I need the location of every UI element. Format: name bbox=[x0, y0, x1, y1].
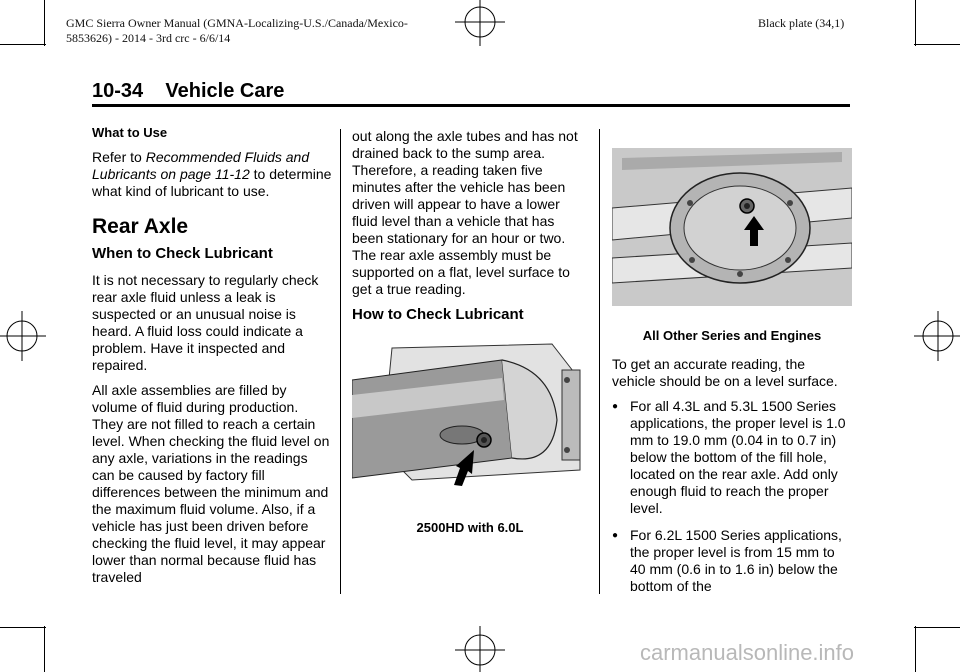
rear-axle-heading: Rear Axle bbox=[92, 215, 189, 238]
column-divider bbox=[599, 129, 600, 594]
plate-info-line2: 5853626) - 2014 - 3rd crc - 6/6/14 bbox=[66, 31, 231, 45]
crop-mark bbox=[914, 44, 960, 45]
page-number: 10-34 bbox=[92, 80, 144, 102]
axle-2500hd-illustration bbox=[352, 340, 588, 490]
column-right bbox=[612, 356, 852, 605]
crop-mark bbox=[44, 0, 45, 46]
list-item-text: For all 4.3L and 5.3L 1500 Series applications, the proper level is 1.0 mm to 19.0 mm (0.04 in to 0.7 in) below the bottom of the fill hole, located on the rear axle. Add only enough fluid to reach the proper level. bbox=[630, 398, 846, 516]
accurate-reading-paragraph: To get an accurate reading, the vehicle should be on a level surface. bbox=[612, 356, 838, 389]
what-to-use-heading: What to Use bbox=[92, 125, 168, 140]
list-item-text: For 6.2L 1500 Series applications, the proper level is from 15 mm to 40 mm (0.6 in to 1.6 in) below the bottom of the bbox=[630, 527, 842, 594]
lubricant-check-paragraph: It is not necessary to regularly check rear axle fluid unless a leak is suspected or an unusual noise is heard. A fluid loss could indicate a problem. Have it inspected and repaired. bbox=[92, 272, 319, 373]
list-item bbox=[612, 527, 852, 595]
refer-suffix: to determine what kind of lubricant to use. bbox=[92, 166, 332, 199]
section-title: Vehicle Care bbox=[165, 80, 285, 102]
black-plate-label: Black plate (34,1) bbox=[758, 16, 845, 30]
refer-prefix: Refer to bbox=[92, 149, 146, 165]
when-to-check-heading: When to Check Lubricant bbox=[92, 245, 273, 262]
axle-fill-paragraph: All axle assemblies are filled by volume of fluid during production. They are not filled to reach a certain level. When checking the fluid level on any axle, variations in the readings can be caused by factory fill differences between the minimum and the maximum fluid volume. Also, if a vehicle has just been driven before checking the fluid level, it may appear lower than normal because fluid has traveled bbox=[92, 382, 330, 585]
recommended-fluids-link[interactable]: Recommended Fluids and Lubricants on page 11-12 bbox=[92, 149, 310, 182]
list-item bbox=[612, 398, 852, 517]
crop-mark bbox=[0, 44, 46, 45]
watermark: carmanualsonline.info bbox=[640, 640, 855, 665]
header-rule bbox=[92, 104, 850, 107]
refer-paragraph bbox=[92, 149, 332, 200]
column-divider bbox=[340, 129, 341, 594]
registration-mark-left bbox=[0, 311, 46, 361]
registration-mark-bottom bbox=[455, 626, 505, 672]
lubricant-level-list bbox=[612, 398, 852, 595]
registration-mark-top bbox=[455, 0, 505, 46]
page-header bbox=[92, 80, 284, 103]
plate-info-line1: GMC Sierra Owner Manual (GMNA-Localizing-U.S./Canada/Mexico- bbox=[66, 16, 408, 30]
column-left bbox=[92, 124, 332, 594]
crop-mark bbox=[44, 626, 45, 672]
bullet-icon: ● bbox=[612, 401, 619, 412]
crop-mark bbox=[0, 627, 46, 628]
crop-mark bbox=[915, 626, 916, 672]
crop-mark bbox=[914, 627, 960, 628]
axle-other-series-illustration bbox=[612, 148, 852, 306]
registration-mark-right bbox=[914, 311, 960, 361]
figure-caption-other-series: All Other Series and Engines bbox=[642, 328, 822, 343]
bullet-icon: ● bbox=[612, 530, 619, 541]
column-middle bbox=[352, 128, 588, 333]
continued-paragraph: out along the axle tubes and has not drained back to the sump area. Therefore, a reading taken five minutes after the vehicle has been driven will appear to have a lower fluid level than a vehicle that has been stationary for an hour or two. The rear axle assembly must be supported on a flat, level surface to get a true reading. bbox=[352, 128, 578, 297]
figure-caption-2500hd: 2500HD with 6.0L bbox=[416, 520, 524, 535]
crop-mark bbox=[915, 0, 916, 46]
how-to-check-heading: How to Check Lubricant bbox=[352, 306, 524, 323]
plate-info bbox=[66, 16, 408, 46]
